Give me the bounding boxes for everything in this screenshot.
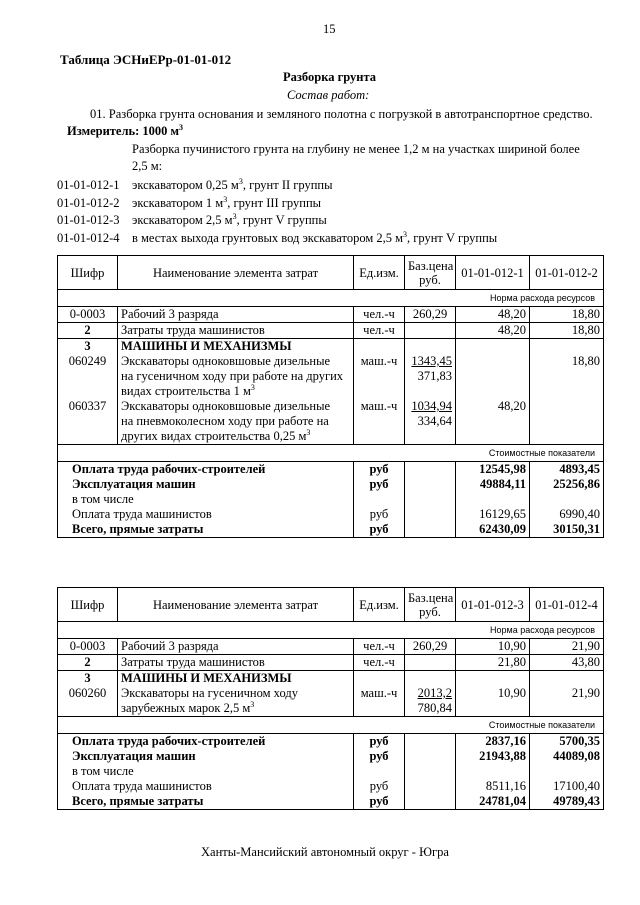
table-row: Всего, прямые затраты руб 62430,09 30150,31 [58,522,604,538]
resource-norm-label: Норма расхода ресурсов [58,622,604,639]
table-row: 0-0003 Рабочий 3 разряда чел.-ч 260,29 48,20 18,80 [58,307,604,323]
code-list-item: 01-01-012-3 экскаватором 2,5 $м^3$, грунт V группы [57,211,327,227]
table-row: Оплата труда рабочих-строителей руб 2837,16 5700,35 [58,734,604,750]
description-line2: 2,5 м: [132,159,163,173]
work-item: 01. Разборка грунта основания и земляного полотна с погрузкой в автотранспортное средство. [90,107,593,121]
table-row: 060260 Экскаваторы на гусеничном ходу зарубежных марок 2,5 $м^3$ маш.-ч 2013,2 780,84 10,90 21,90 [58,686,604,717]
table-code: Таблица ЭСНиЕРр-01-01-012 [60,52,232,67]
cost-indicators-label: Стоимостные показатели [58,445,604,462]
table-row: Эксплуатация машин руб 49884,11 25256,86 [58,477,604,492]
table-row: 0-0003 Рабочий 3 разряда чел.-ч 260,29 10,90 21,90 [58,639,604,655]
header-col1: 01-01-012-1 [456,256,530,290]
header-name: Наименование элемента затрат [118,256,354,290]
header-price: Баз.цена руб. [405,588,456,622]
meter-label: Измеритель: 1000 $м^3$ [67,122,184,138]
table-row: 3 МАШИНЫ И МЕХАНИЗМЫ [58,339,604,355]
page-footer: Ханты-Мансийский автономный округ - Югра [201,845,449,859]
table-row: 2 Затраты труда машинистов чел.-ч 21,80 43,80 [58,655,604,671]
header-unit: Ед.изм. [354,256,405,290]
table-row: 2 Затраты труда машинистов чел.-ч 48,20 18,80 [58,323,604,339]
table-row: Оплата труда машинистов руб 8511,16 17100,40 [58,779,604,794]
cost-indicators-label: Стоимостные показатели [58,717,604,734]
resource-table-1 [57,255,604,538]
page-title: Разборка грунта [283,70,377,84]
resource-table-2 [57,587,604,810]
code-list-item: 01-01-012-2 экскаватором 1 $м^3$, грунт III группы [57,194,322,210]
resource-norm-label: Норма расхода ресурсов [58,290,604,307]
table-row: 060249 Экскаваторы одноковшовые дизельные на гусеничном ходу при работе на других видах строительства 1 $м^3$ маш.-ч 1343,45 371,83 18,80 [58,354,604,399]
table-row: в том числе [58,764,604,779]
header-col2: 01-01-012-4 [530,588,604,622]
table-row: Эксплуатация машин руб 21943,88 44089,08 [58,749,604,764]
header-price: Баз.цена руб. [405,256,456,290]
description-line1: Разборка пучинистого грунта на глубину не менее 1,2 м на участках шириной более [132,142,580,156]
table-row: Оплата труда машинистов руб 16129,65 6990,40 [58,507,604,522]
page-number: 15 [323,22,336,36]
code-list-item: 01-01-012-4 в местах выхода грунтовых вод экскаватором 2,5 $м^3$, грунт V группы [57,229,498,245]
table-row: Оплата труда рабочих-строителей руб 12545,98 4893,45 [58,462,604,478]
table-row: Всего, прямые затраты руб 24781,04 49789,43 [58,794,604,810]
code-list-item: 01-01-012-1 экскаватором 0,25 $м^3$, грунт II группы [57,176,333,192]
table-row: в том числе [58,492,604,507]
header-cipher: Шифр [58,256,118,290]
header-col2: 01-01-012-2 [530,256,604,290]
table-row: 3 МАШИНЫ И МЕХАНИЗМЫ [58,671,604,687]
header-col1: 01-01-012-3 [456,588,530,622]
header-cipher: Шифр [58,588,118,622]
header-name: Наименование элемента затрат [118,588,354,622]
table-row: 060337 Экскаваторы одноковшовые дизельные на пневмоколесном ходу при работе на других видах строительства 0,25 $м^3$ маш.-ч 1034,94 334,64 48,20 [58,399,604,445]
composition-label: Состав работ: [287,88,370,102]
header-unit: Ед.изм. [354,588,405,622]
